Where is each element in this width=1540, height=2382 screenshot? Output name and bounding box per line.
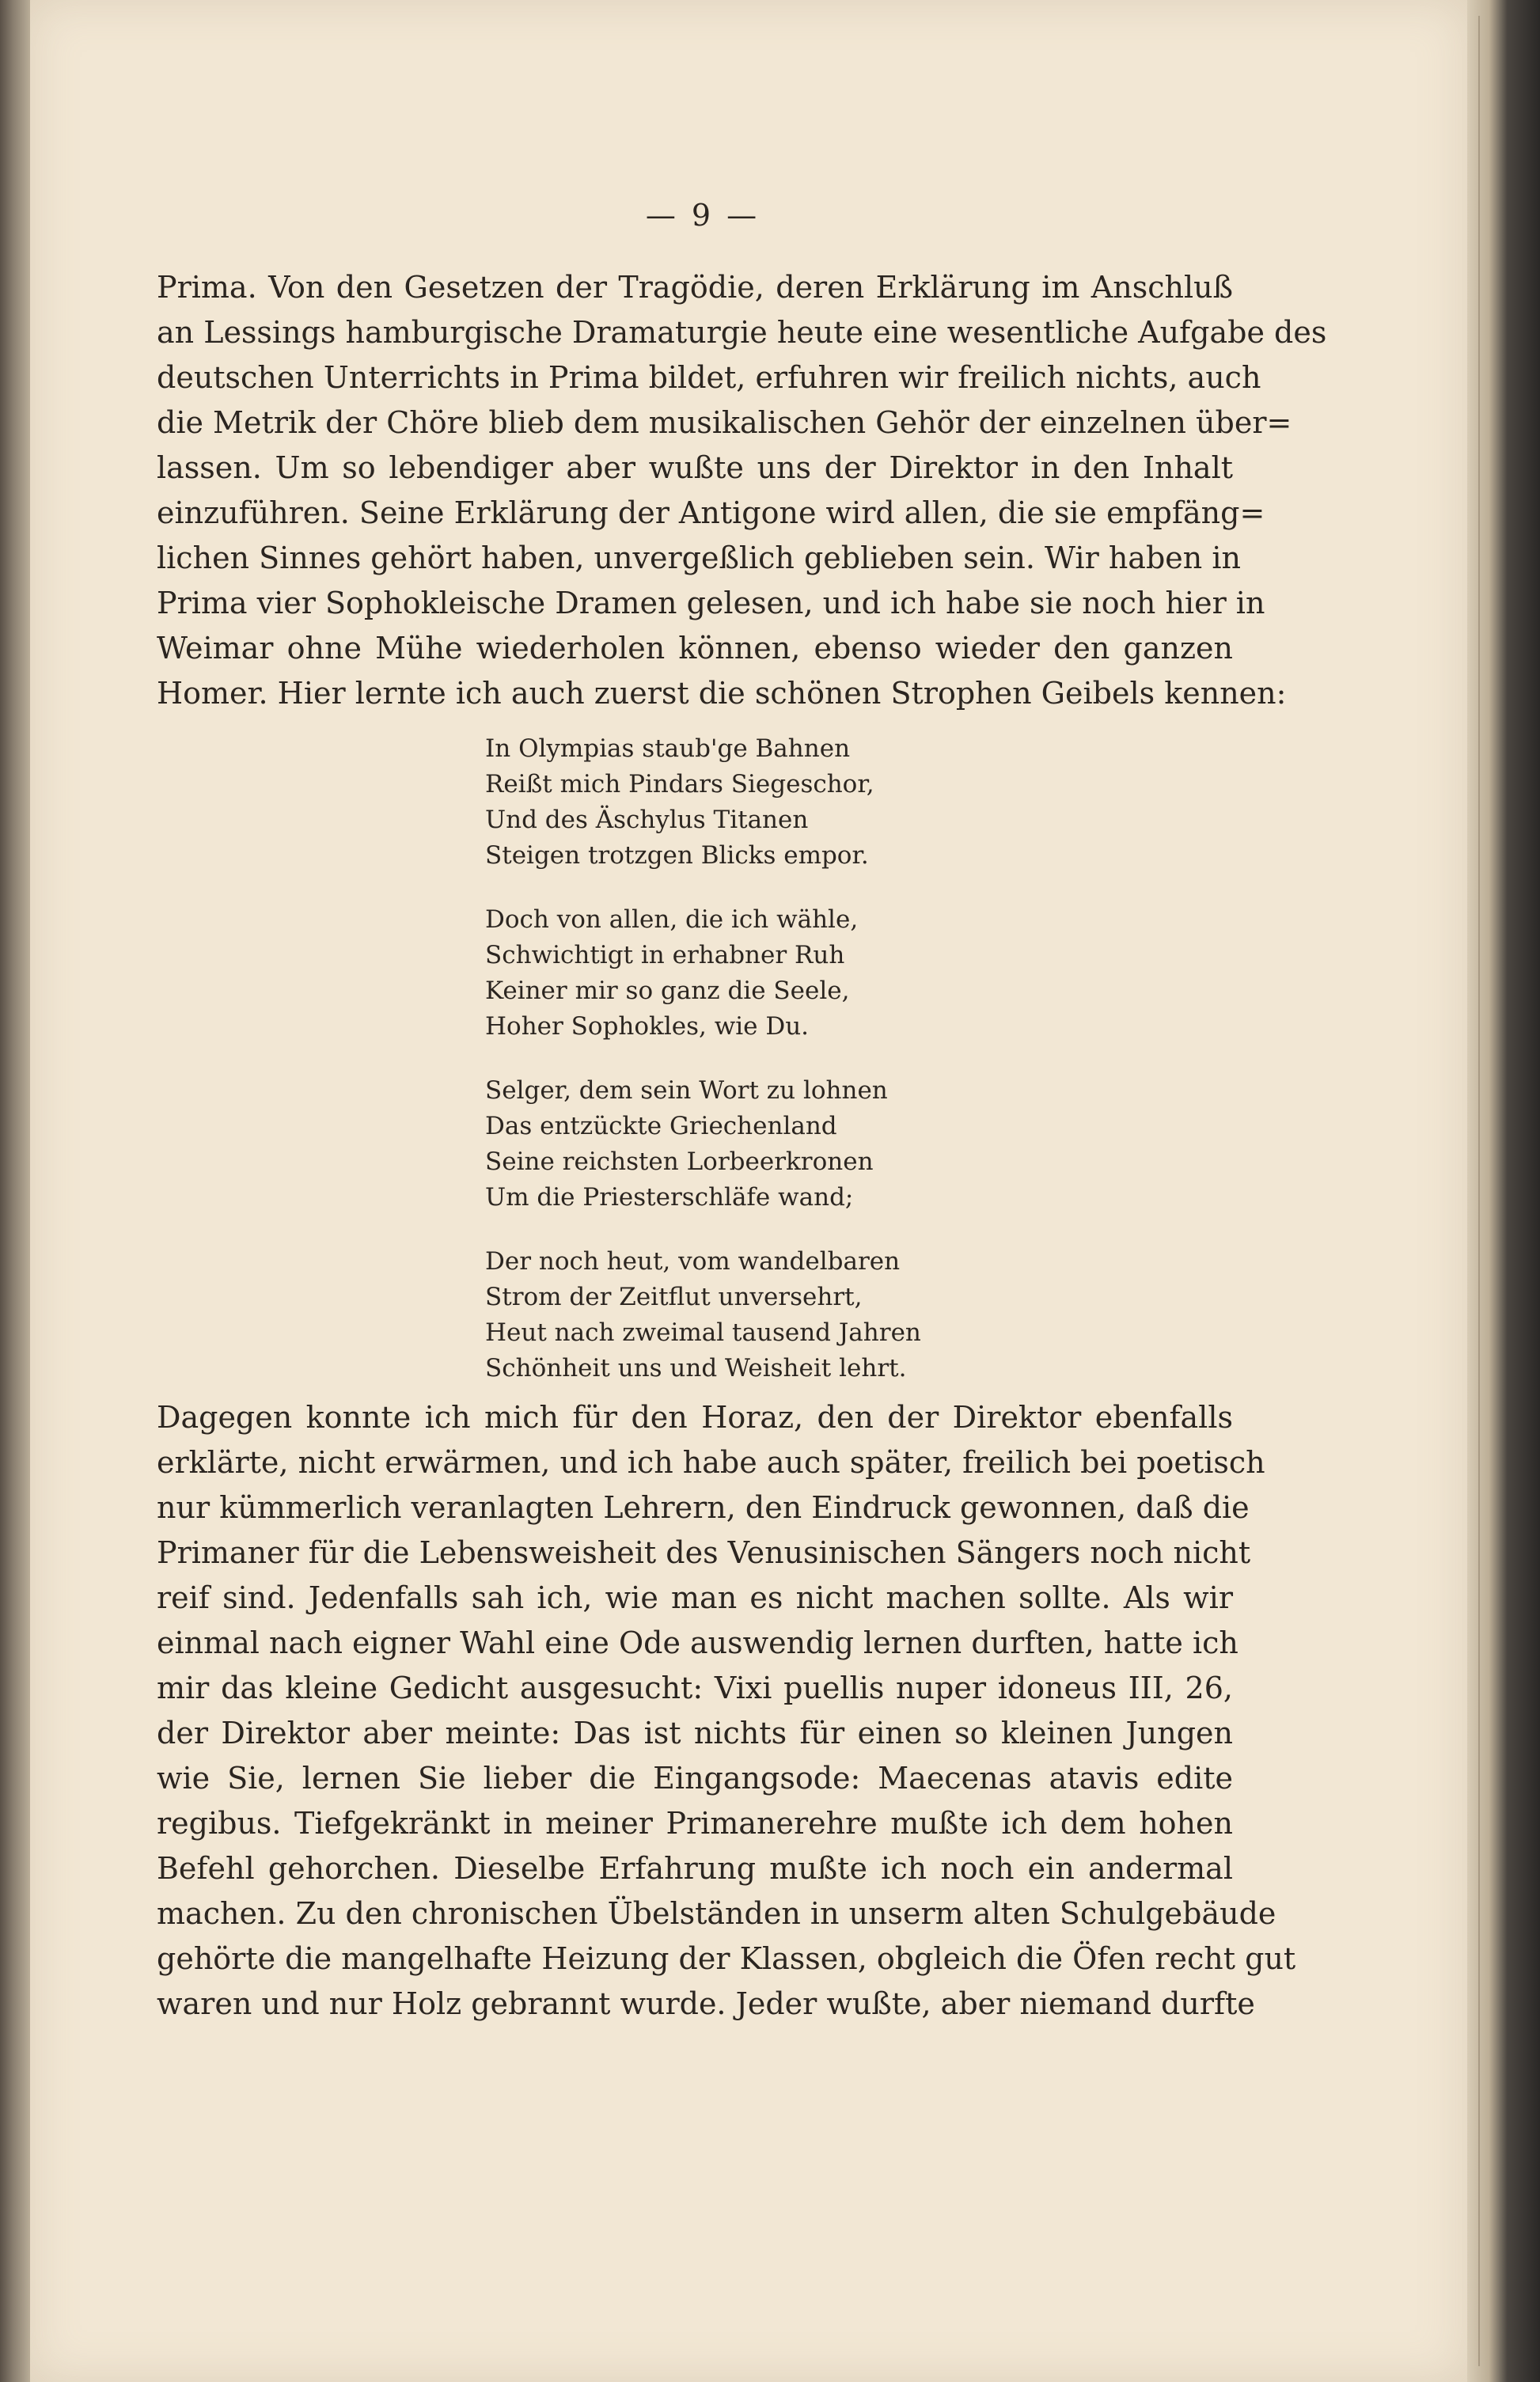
text-line: lassen. Um so lebendiger aber wußte uns der Direktor in den Inhalt bbox=[157, 450, 1233, 485]
book-cover-edge bbox=[1467, 0, 1540, 2382]
text-line: Befehl gehorchen. Dieselbe Erfahrung mußte ich noch ein andermal bbox=[157, 1851, 1233, 1886]
poem-stanza bbox=[485, 902, 976, 1045]
text-line: die Metrik der Chöre blieb dem musikalischen Gehör der einzelnen über= bbox=[157, 405, 1292, 440]
text-line: an Lessings hamburgische Dramaturgie heute eine wesentliche Aufgabe des bbox=[157, 315, 1327, 350]
text-line: Prima vier Sophokleische Dramen gelesen, und ich habe sie noch hier in bbox=[157, 586, 1265, 620]
text-line: wie Sie, lernen Sie lieber die Eingangsode: Maecenas atavis edite bbox=[157, 1761, 1233, 1796]
poem-line: Und des Äschylus Titanen bbox=[485, 806, 809, 834]
poem-line: Das entzückte Griechenland bbox=[485, 1112, 837, 1140]
book-page bbox=[30, 0, 1467, 2382]
paragraph-1 bbox=[157, 265, 1327, 716]
poem-line: In Olympias staub'ge Bahnen bbox=[485, 734, 851, 763]
page-number: — 9 — bbox=[645, 198, 761, 233]
poem-stanza bbox=[485, 1073, 976, 1216]
text-line: regibus. Tiefgekränkt in meiner Primanerehre mußte ich dem hohen bbox=[157, 1806, 1233, 1841]
poem-stanza bbox=[485, 731, 976, 874]
text-line: Dagegen konnte ich mich für den Horaz, den der Direktor ebenfalls bbox=[157, 1400, 1233, 1435]
text-line: Prima. Von den Gesetzen der Tragödie, deren Erklärung im Anschluß bbox=[157, 270, 1233, 305]
poem-line: Schwichtigt in erhabner Ruh bbox=[485, 941, 845, 969]
poem-line: Keiner mir so ganz die Seele, bbox=[485, 977, 850, 1005]
text-line: machen. Zu den chronischen Übelständen in unserm alten Schulgebäude bbox=[157, 1896, 1276, 1931]
text-line: Weimar ohne Mühe wiederholen können, ebenso wieder den ganzen bbox=[157, 631, 1233, 666]
text-line: nur kümmerlich veranlagten Lehrern, den Eindruck gewonnen, daß die bbox=[157, 1490, 1250, 1525]
poem-line: Schönheit uns und Weisheit lehrt. bbox=[485, 1354, 907, 1383]
text-line: mir das kleine Gedicht ausgesucht: Vixi puellis nuper idoneus III, 26, bbox=[157, 1671, 1233, 1705]
text-line: waren und nur Holz gebrannt wurde. Jeder wußte, aber niemand durfte bbox=[157, 1986, 1255, 2021]
text-line: einzuführen. Seine Erklärung der Antigone wird allen, die sie empfäng= bbox=[157, 495, 1265, 530]
text-line: der Direktor aber meinte: Das ist nichts für einen so kleinen Jungen bbox=[157, 1716, 1233, 1750]
text-line: erklärte, nicht erwärmen, und ich habe auch später, freilich bei poetisch bbox=[157, 1445, 1265, 1480]
poem-line: Hoher Sophokles, wie Du. bbox=[485, 1012, 810, 1041]
poem-line: Heut nach zweimal tausend Jahren bbox=[485, 1318, 921, 1347]
paragraph-2 bbox=[157, 1395, 1296, 2027]
text-line: Primaner für die Lebensweisheit des Venusinischen Sängers noch nicht bbox=[157, 1535, 1251, 1570]
poem-line: Selger, dem sein Wort zu lohnen bbox=[485, 1076, 888, 1105]
poem-line: Seine reichsten Lorbeerkronen bbox=[485, 1147, 874, 1176]
text-line: Homer. Hier lernte ich auch zuerst die schönen Strophen Geibels kennen: bbox=[157, 676, 1287, 711]
text-line: reif sind. Jedenfalls sah ich, wie man es nicht machen sollte. Als wir bbox=[157, 1580, 1233, 1615]
poem-line: Der noch heut, vom wandelbaren bbox=[485, 1247, 901, 1276]
text-line: deutschen Unterrichts in Prima bildet, erfuhren wir freilich nichts, auch bbox=[157, 360, 1261, 395]
poem-line: Um die Priesterschläfe wand; bbox=[485, 1183, 854, 1212]
cover-edge-line bbox=[1478, 16, 1480, 2366]
poem-line: Steigen trotzgen Blicks empor. bbox=[485, 841, 869, 870]
text-line: einmal nach eigner Wahl eine Ode auswendig lernen durften, hatte ich bbox=[157, 1625, 1238, 1660]
poem-line: Doch von allen, die ich wähle, bbox=[485, 905, 859, 934]
poem bbox=[485, 731, 976, 1415]
book-gutter bbox=[0, 0, 30, 2382]
text-line: gehörte die mangelhafte Heizung der Klassen, obgleich die Öfen recht gut bbox=[157, 1941, 1296, 1976]
poem-stanza bbox=[485, 1244, 976, 1386]
poem-line: Strom der Zeitflut unversehrt, bbox=[485, 1283, 863, 1311]
text-line: lichen Sinnes gehört haben, unvergeßlich geblieben sein. Wir haben in bbox=[157, 541, 1241, 575]
poem-line: Reißt mich Pindars Siegeschor, bbox=[485, 770, 874, 798]
